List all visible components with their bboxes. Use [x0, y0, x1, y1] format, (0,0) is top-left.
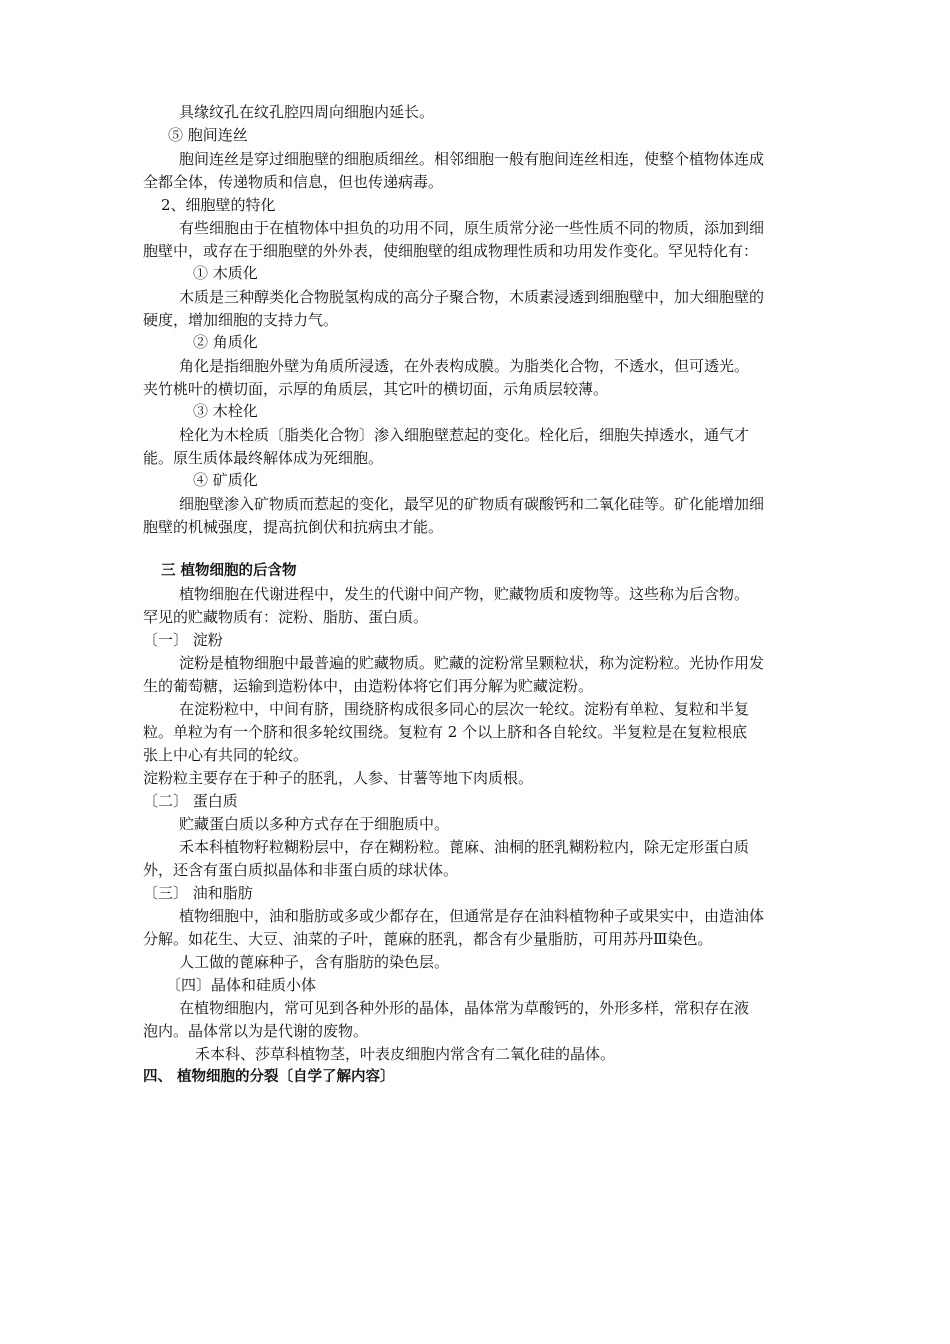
paragraph-line: 硬度，增加细胞的支持力气。 [143, 311, 339, 329]
paragraph-line: 粒。单粒为有一个脐和很多轮纹围绕。复粒有 2 个以上脐和各自轮纹。半复粒是在复粒根底 [143, 723, 748, 741]
subheading: 〔三〕 油和脂肪 [143, 884, 253, 902]
subheading: ⑤ 胞间连丝 [168, 126, 248, 144]
subheading: ④ 矿质化 [193, 471, 258, 489]
paragraph-line: 角化是指细胞外壁为角质所浸透，在外表构成膜。为脂类化合物，不透水，但可透光。 [179, 357, 750, 375]
paragraph-line: 胞间连丝是穿过细胞壁的细胞质细丝。相邻细胞一般有胞间连丝相连，使整个植物体连成 [179, 150, 765, 168]
paragraph-line: 全都全体，传递物质和信息，但也传递病毒。 [143, 173, 444, 191]
paragraph-line: 泡内。晶体常以为是代谢的废物。 [143, 1022, 369, 1040]
paragraph-line: 木质是三种醇类化合物脱氢构成的高分子聚合物，木质素浸透到细胞壁中，加大细胞壁的 [179, 288, 765, 306]
paragraph-line: 罕见的贮藏物质有：淀粉、脂肪、蛋白质。 [143, 608, 429, 626]
paragraph-line: 禾本科植物籽粒糊粉层中，存在糊粉粒。蓖麻、油桐的胚乳糊粉粒内，除无定形蛋白质 [179, 838, 750, 856]
paragraph-line: 植物细胞在代谢进程中，发生的代谢中间产物，贮藏物质和废物等。这些称为后含物。 [179, 585, 750, 603]
paragraph-line: 植物细胞中，油和脂肪或多或少都存在，但通常是存在油料植物种子或果实中，由造油体 [179, 907, 765, 925]
subheading: 〔四〕晶体和硅质小体 [166, 976, 317, 994]
paragraph-line: 在淀粉粒中，中间有脐，围绕脐构成很多同心的层次一轮纹。淀粉有单粒、复粒和半复 [179, 700, 750, 718]
subheading: ① 木质化 [193, 264, 258, 282]
paragraph-line: 生的葡萄糖，运输到造粉体中，由造粉体将它们再分解为贮藏淀粉。 [143, 677, 594, 695]
subheading: 〔二〕 蛋白质 [143, 792, 238, 810]
paragraph-line: 禾本科、莎草科植物茎，叶表皮细胞内常含有二氧化硅的晶体。 [195, 1045, 616, 1063]
paragraph-line: 夹竹桃叶的横切面，示厚的角质层，其它叶的横切面，示角质层较薄。 [143, 380, 609, 398]
paragraph-line: 胞壁中，或存在于细胞壁的外外表，使细胞壁的组成物理性质和功用发作变化。罕见特化有： [143, 242, 759, 260]
paragraph-line: 分解。如花生、大豆、油菜的子叶，蓖麻的胚乳，都含有少量脂肪，可用苏丹Ⅲ染色。 [143, 930, 713, 948]
paragraph-line: 有些细胞由于在植物体中担负的功用不同，原生质常分泌一些性质不同的物质，添加到细 [179, 219, 765, 237]
paragraph-line: 人工做的蓖麻种子，含有脂肪的染色层。 [179, 953, 450, 971]
paragraph-line: 淀粉是植物细胞中最普遍的贮藏物质。贮藏的淀粉常呈颗粒状，称为淀粉粒。光协作用发 [179, 654, 765, 672]
paragraph-line: 淀粉粒主要存在于种子的胚乳，人参、甘薯等地下肉质根。 [143, 769, 534, 787]
paragraph-line: 具缘纹孔在纹孔腔四周向细胞内延长。 [179, 103, 435, 121]
subheading: ② 角质化 [193, 333, 258, 351]
paragraph-line: 细胞壁渗入矿物质而惹起的变化，最罕见的矿物质有碳酸钙和二氧化硅等。矿化能增加细 [179, 495, 765, 513]
paragraph-line: 胞壁的机械强度，提高抗倒伏和抗病虫才能。 [143, 518, 444, 536]
paragraph-line: 外，还含有蛋白质拟晶体和非蛋白质的球状体。 [143, 861, 459, 879]
section-heading: 2、细胞壁的特化 [161, 196, 276, 214]
paragraph-line: 贮藏蛋白质以多种方式存在于细胞质中。 [179, 815, 450, 833]
paragraph-line: 张上中心有共同的轮纹。 [143, 746, 309, 764]
paragraph-line: 栓化为木栓质〔脂类化合物〕渗入细胞壁惹起的变化。栓化后，细胞失掉透水，通气才 [179, 426, 750, 444]
subheading: 〔一〕 淀粉 [143, 631, 223, 649]
section-heading: 四、 植物细胞的分裂〔自学了解内容〕 [143, 1069, 395, 1085]
section-heading: 三 植物细胞的后含物 [161, 563, 297, 579]
subheading: ③ 木栓化 [193, 402, 258, 420]
paragraph-line: 能。原生质体最终解体成为死细胞。 [143, 449, 384, 467]
paragraph-line: 在植物细胞内，常可见到各种外形的晶体，晶体常为草酸钙的，外形多样，常积存在液 [179, 999, 750, 1017]
